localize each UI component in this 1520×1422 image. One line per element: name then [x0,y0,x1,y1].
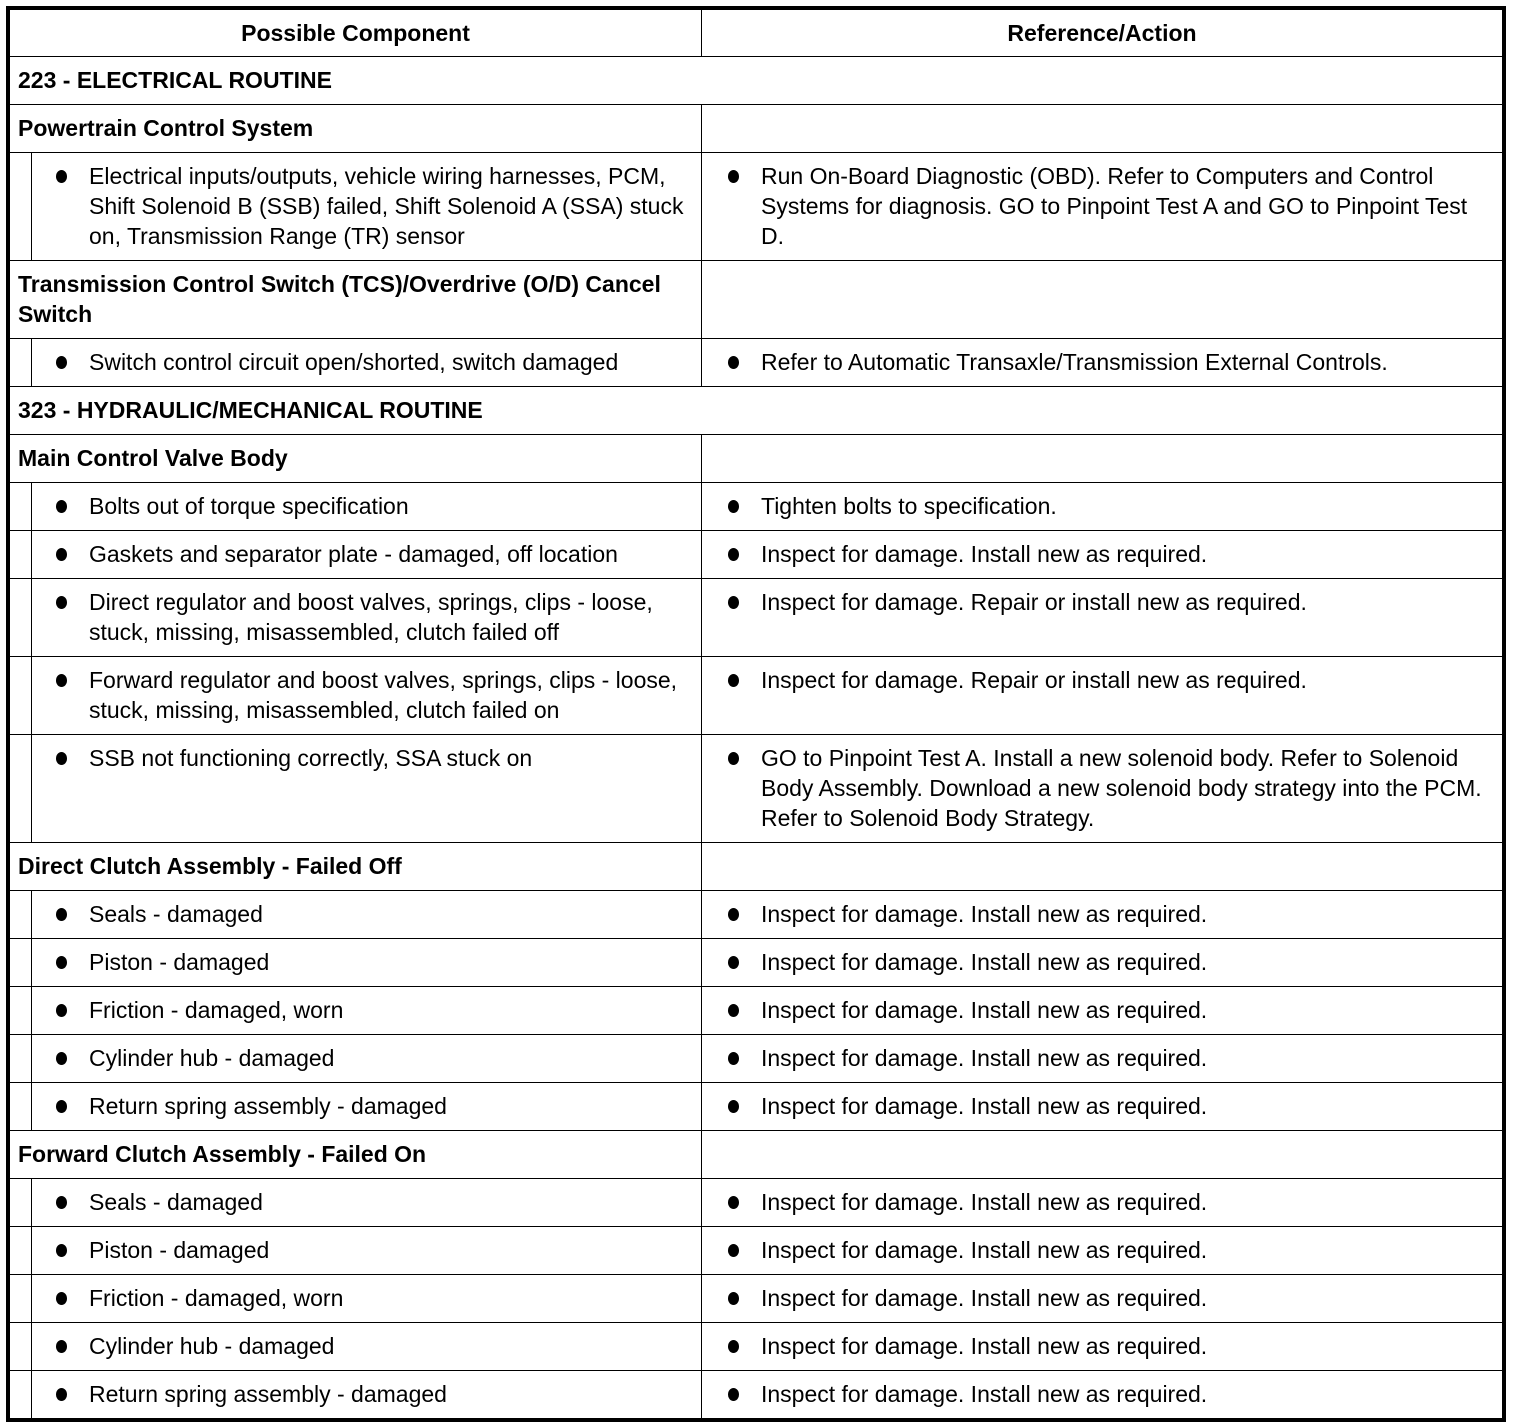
group-action-empty [702,1131,1503,1179]
bullet-icon [56,1052,67,1065]
component-text: Forward regulator and boost valves, springs, clips - loose, stuck, missing, misassembled, clutch failed on [89,667,678,723]
component-text: Friction - damaged, worn [89,1285,344,1311]
indent-stub [10,339,32,387]
table-row [10,339,1503,387]
bullet-icon [728,500,739,513]
indent-stub [10,1227,32,1275]
indent-stub [10,1371,32,1419]
table-row [10,657,1503,735]
action-cell [702,339,1503,387]
action-cell [702,531,1503,579]
group-title: Powertrain Control System [10,105,702,153]
action-cell [702,1227,1503,1275]
bullet-icon [728,548,739,561]
component-text: Return spring assembly - damaged [89,1093,447,1119]
table-row [10,1275,1503,1323]
component-text: Electrical inputs/outputs, vehicle wiring harnesses, PCM, Shift Solenoid B (SSB) failed, Shift Solenoid A (SSA) stuck on, Transmission Range (TR) sensor [89,163,684,249]
action-text: GO to Pinpoint Test A. Install a new solenoid body. Refer to Solenoid Body Assembly. Download a new solenoid body strategy into the PCM. Refer to Solenoid Body Strategy. [761,745,1482,831]
indent-stub [10,891,32,939]
column-header-component: Possible Component [10,10,702,57]
action-text: Inspect for damage. Install new as required. [761,1381,1208,1407]
bullet-icon [728,596,739,609]
bullet-icon [728,356,739,369]
action-text: Run On-Board Diagnostic (OBD). Refer to Computers and Control Systems for diagnosis. GO to Pinpoint Test A and GO to Pinpoint Test D. [761,163,1468,249]
bullet-icon [728,1100,739,1113]
component-cell [32,939,702,987]
bullet-icon [56,1196,67,1209]
action-text: Inspect for damage. Install new as required. [761,1093,1208,1119]
action-cell [702,1323,1503,1371]
bullet-icon [56,1292,67,1305]
action-cell [702,579,1503,657]
bullet-icon [56,356,67,369]
table-row [10,1227,1503,1275]
group-action-empty [702,105,1503,153]
action-text: Inspect for damage. Install new as required. [761,997,1208,1023]
table-row [10,891,1503,939]
indent-stub [10,531,32,579]
bullet-icon [56,500,67,513]
component-cell [32,579,702,657]
group-action-empty [702,843,1503,891]
component-cell [32,735,702,843]
table-body [10,57,1503,1419]
component-cell [32,483,702,531]
table-row [10,579,1503,657]
indent-stub [10,153,32,261]
bullet-icon [56,1100,67,1113]
section-title: 323 - HYDRAULIC/MECHANICAL ROUTINE [10,387,1503,435]
action-text: Inspect for damage. Install new as required. [761,1189,1208,1215]
component-cell [32,891,702,939]
component-cell [32,1083,702,1131]
bullet-icon [56,1388,67,1401]
action-text: Inspect for damage. Install new as required. [761,1285,1208,1311]
action-cell [702,1083,1503,1131]
group-action-empty [702,261,1503,339]
action-cell [702,987,1503,1035]
column-header-action: Reference/Action [702,10,1503,57]
component-text: Switch control circuit open/shorted, switch damaged [89,349,619,375]
action-text: Tighten bolts to specification. [761,493,1057,519]
component-cell [32,153,702,261]
component-text: Piston - damaged [89,1237,270,1263]
bullet-icon [728,956,739,969]
component-cell [32,1371,702,1419]
action-text: Inspect for damage. Install new as required. [761,901,1208,927]
bullet-icon [728,1244,739,1257]
action-text: Inspect for damage. Install new as required. [761,1237,1208,1263]
indent-stub [10,1083,32,1131]
bullet-icon [56,548,67,561]
indent-stub [10,987,32,1035]
action-text: Inspect for damage. Repair or install new as required. [761,589,1307,615]
table-row [10,483,1503,531]
indent-stub [10,1179,32,1227]
action-cell [702,735,1503,843]
action-text: Inspect for damage. Install new as required. [761,541,1208,567]
component-text: Seals - damaged [89,901,263,927]
group-header-row [10,843,1503,891]
component-text: Cylinder hub - damaged [89,1333,335,1359]
action-cell [702,153,1503,261]
bullet-icon [56,1004,67,1017]
indent-stub [10,657,32,735]
component-text: Seals - damaged [89,1189,263,1215]
bullet-icon [56,596,67,609]
bullet-icon [728,1292,739,1305]
table-row [10,939,1503,987]
group-title: Forward Clutch Assembly - Failed On [10,1131,702,1179]
component-cell [32,987,702,1035]
bullet-icon [728,674,739,687]
component-text: Cylinder hub - damaged [89,1045,335,1071]
section-header-row [10,57,1503,105]
bullet-icon [728,1340,739,1353]
action-text: Inspect for damage. Install new as required. [761,1045,1208,1071]
table-row [10,1323,1503,1371]
bullet-icon [56,908,67,921]
group-header-row [10,261,1503,339]
bullet-icon [728,752,739,765]
bullet-icon [728,1052,739,1065]
component-cell [32,1275,702,1323]
table-row [10,153,1503,261]
group-title: Transmission Control Switch (TCS)/Overdrive (O/D) Cancel Switch [10,261,702,339]
table-row [10,1083,1503,1131]
action-cell [702,1371,1503,1419]
table-row [10,531,1503,579]
component-text: SSB not functioning correctly, SSA stuck on [89,745,533,771]
bullet-icon [728,1004,739,1017]
bullet-icon [56,956,67,969]
group-title: Direct Clutch Assembly - Failed Off [10,843,702,891]
table-row [10,1035,1503,1083]
bullet-icon [56,1244,67,1257]
bullet-icon [728,1388,739,1401]
indent-stub [10,483,32,531]
component-text: Bolts out of torque specification [89,493,409,519]
component-cell [32,339,702,387]
group-action-empty [702,435,1503,483]
action-text: Refer to Automatic Transaxle/Transmission External Controls. [761,349,1388,375]
bullet-icon [56,170,67,183]
indent-stub [10,1275,32,1323]
section-header-row [10,387,1503,435]
bullet-icon [728,170,739,183]
table-row [10,1371,1503,1419]
indent-stub [10,1035,32,1083]
table-row [10,1179,1503,1227]
action-cell [702,483,1503,531]
bullet-icon [56,674,67,687]
table-row [10,735,1503,843]
component-text: Piston - damaged [89,949,270,975]
group-header-row [10,435,1503,483]
bullet-icon [728,908,739,921]
action-cell [702,1179,1503,1227]
group-title: Main Control Valve Body [10,435,702,483]
diagnostic-table [9,9,1503,1419]
group-header-row [10,1131,1503,1179]
component-cell [32,1179,702,1227]
bullet-icon [56,1340,67,1353]
action-text: Inspect for damage. Repair or install new as required. [761,667,1307,693]
indent-stub [10,579,32,657]
diagnostic-table-container [6,6,1506,1422]
action-text: Inspect for damage. Install new as required. [761,949,1208,975]
component-text: Direct regulator and boost valves, springs, clips - loose, stuck, missing, misassembled, clutch failed off [89,589,653,645]
action-cell [702,657,1503,735]
component-text: Friction - damaged, worn [89,997,344,1023]
component-cell [32,531,702,579]
indent-stub [10,939,32,987]
component-cell [32,1035,702,1083]
table-row [10,987,1503,1035]
component-text: Return spring assembly - damaged [89,1381,447,1407]
group-header-row [10,105,1503,153]
component-text: Gaskets and separator plate - damaged, off location [89,541,618,567]
component-cell [32,657,702,735]
table-header-row [10,10,1503,57]
action-cell [702,939,1503,987]
bullet-icon [56,752,67,765]
component-cell [32,1323,702,1371]
indent-stub [10,1323,32,1371]
section-title: 223 - ELECTRICAL ROUTINE [10,57,1503,105]
component-cell [32,1227,702,1275]
action-cell [702,891,1503,939]
indent-stub [10,735,32,843]
action-text: Inspect for damage. Install new as required. [761,1333,1208,1359]
action-cell [702,1275,1503,1323]
action-cell [702,1035,1503,1083]
bullet-icon [728,1196,739,1209]
